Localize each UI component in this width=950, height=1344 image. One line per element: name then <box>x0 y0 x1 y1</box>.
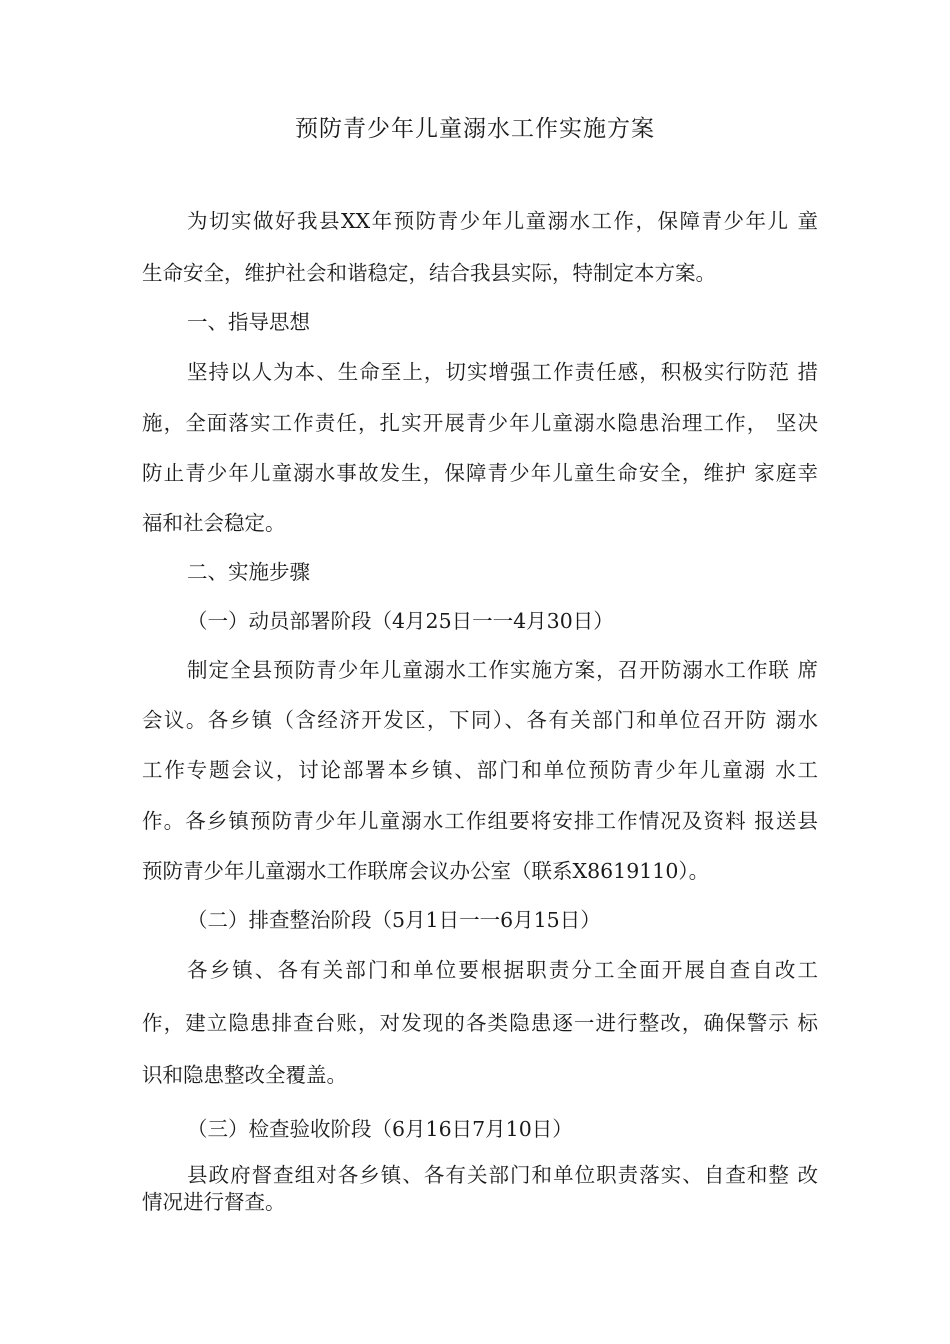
paragraph-line: 作，建立隐患排查台账，对发现的各类隐患逐一进行整改，确保警示 标 <box>142 1011 818 1035</box>
subsection-heading: （三）检查验收阶段（6月16日7月10日） <box>187 1117 573 1141</box>
paragraph-line: 生命安全，维护社会和谐稳定，结合我县实际，特制定本方案。 <box>142 261 716 285</box>
paragraph-line: 工作专题会议，讨论部署本乡镇、部门和单位预防青少年儿童溺 水工 <box>142 758 818 782</box>
paragraph-line: 作。各乡镇预防青少年儿童溺水工作组要将安排工作情况及资料 报送县 <box>142 809 818 833</box>
paragraph-line: 为切实做好我县XX年预防青少年儿童溺水工作，保障青少年儿 童 <box>187 209 818 233</box>
section-heading: 二、实施步骤 <box>187 560 310 584</box>
paragraph-line: 会议。各乡镇（含经济开发区，下同）、各有关部门和单位召开防 溺水 <box>142 708 818 732</box>
subsection-heading: （一）动员部署阶段（4月25日一一4月30日） <box>187 609 614 633</box>
paragraph-line: 坚持以人为本、生命至上，切实增强工作责任感，积极实行防范 措 <box>187 360 818 384</box>
paragraph-line: 情况进行督查。 <box>142 1190 286 1214</box>
paragraph-line: 预防青少年儿童溺水工作联席会议办公室（联系X8619110）。 <box>142 859 710 883</box>
paragraph-line: 防止青少年儿童溺水事故发生，保障青少年儿童生命安全，维护 家庭幸 <box>142 461 818 485</box>
document-title: 预防青少年儿童溺水工作实施方案 <box>295 116 655 142</box>
paragraph-line: 各乡镇、各有关部门和单位要根据职责分工全面开展自查自改工 <box>187 958 818 982</box>
paragraph-line: 制定全县预防青少年儿童溺水工作实施方案，召开防溺水工作联 席 <box>187 658 818 682</box>
paragraph-line: 识和隐患整改全覆盖。 <box>142 1063 347 1087</box>
subsection-heading: （二）排查整治阶段（5月1日一一6月15日） <box>187 908 601 932</box>
paragraph-line: 县政府督查组对各乡镇、各有关部门和单位职责落实、自查和整 改 <box>187 1163 818 1187</box>
paragraph-line: 福和社会稳定。 <box>142 511 286 535</box>
section-heading: 一、指导思想 <box>187 310 310 334</box>
paragraph-line: 施，全面落实工作责任，扎实开展青少年儿童溺水隐患治理工作， 坚决 <box>142 411 818 435</box>
